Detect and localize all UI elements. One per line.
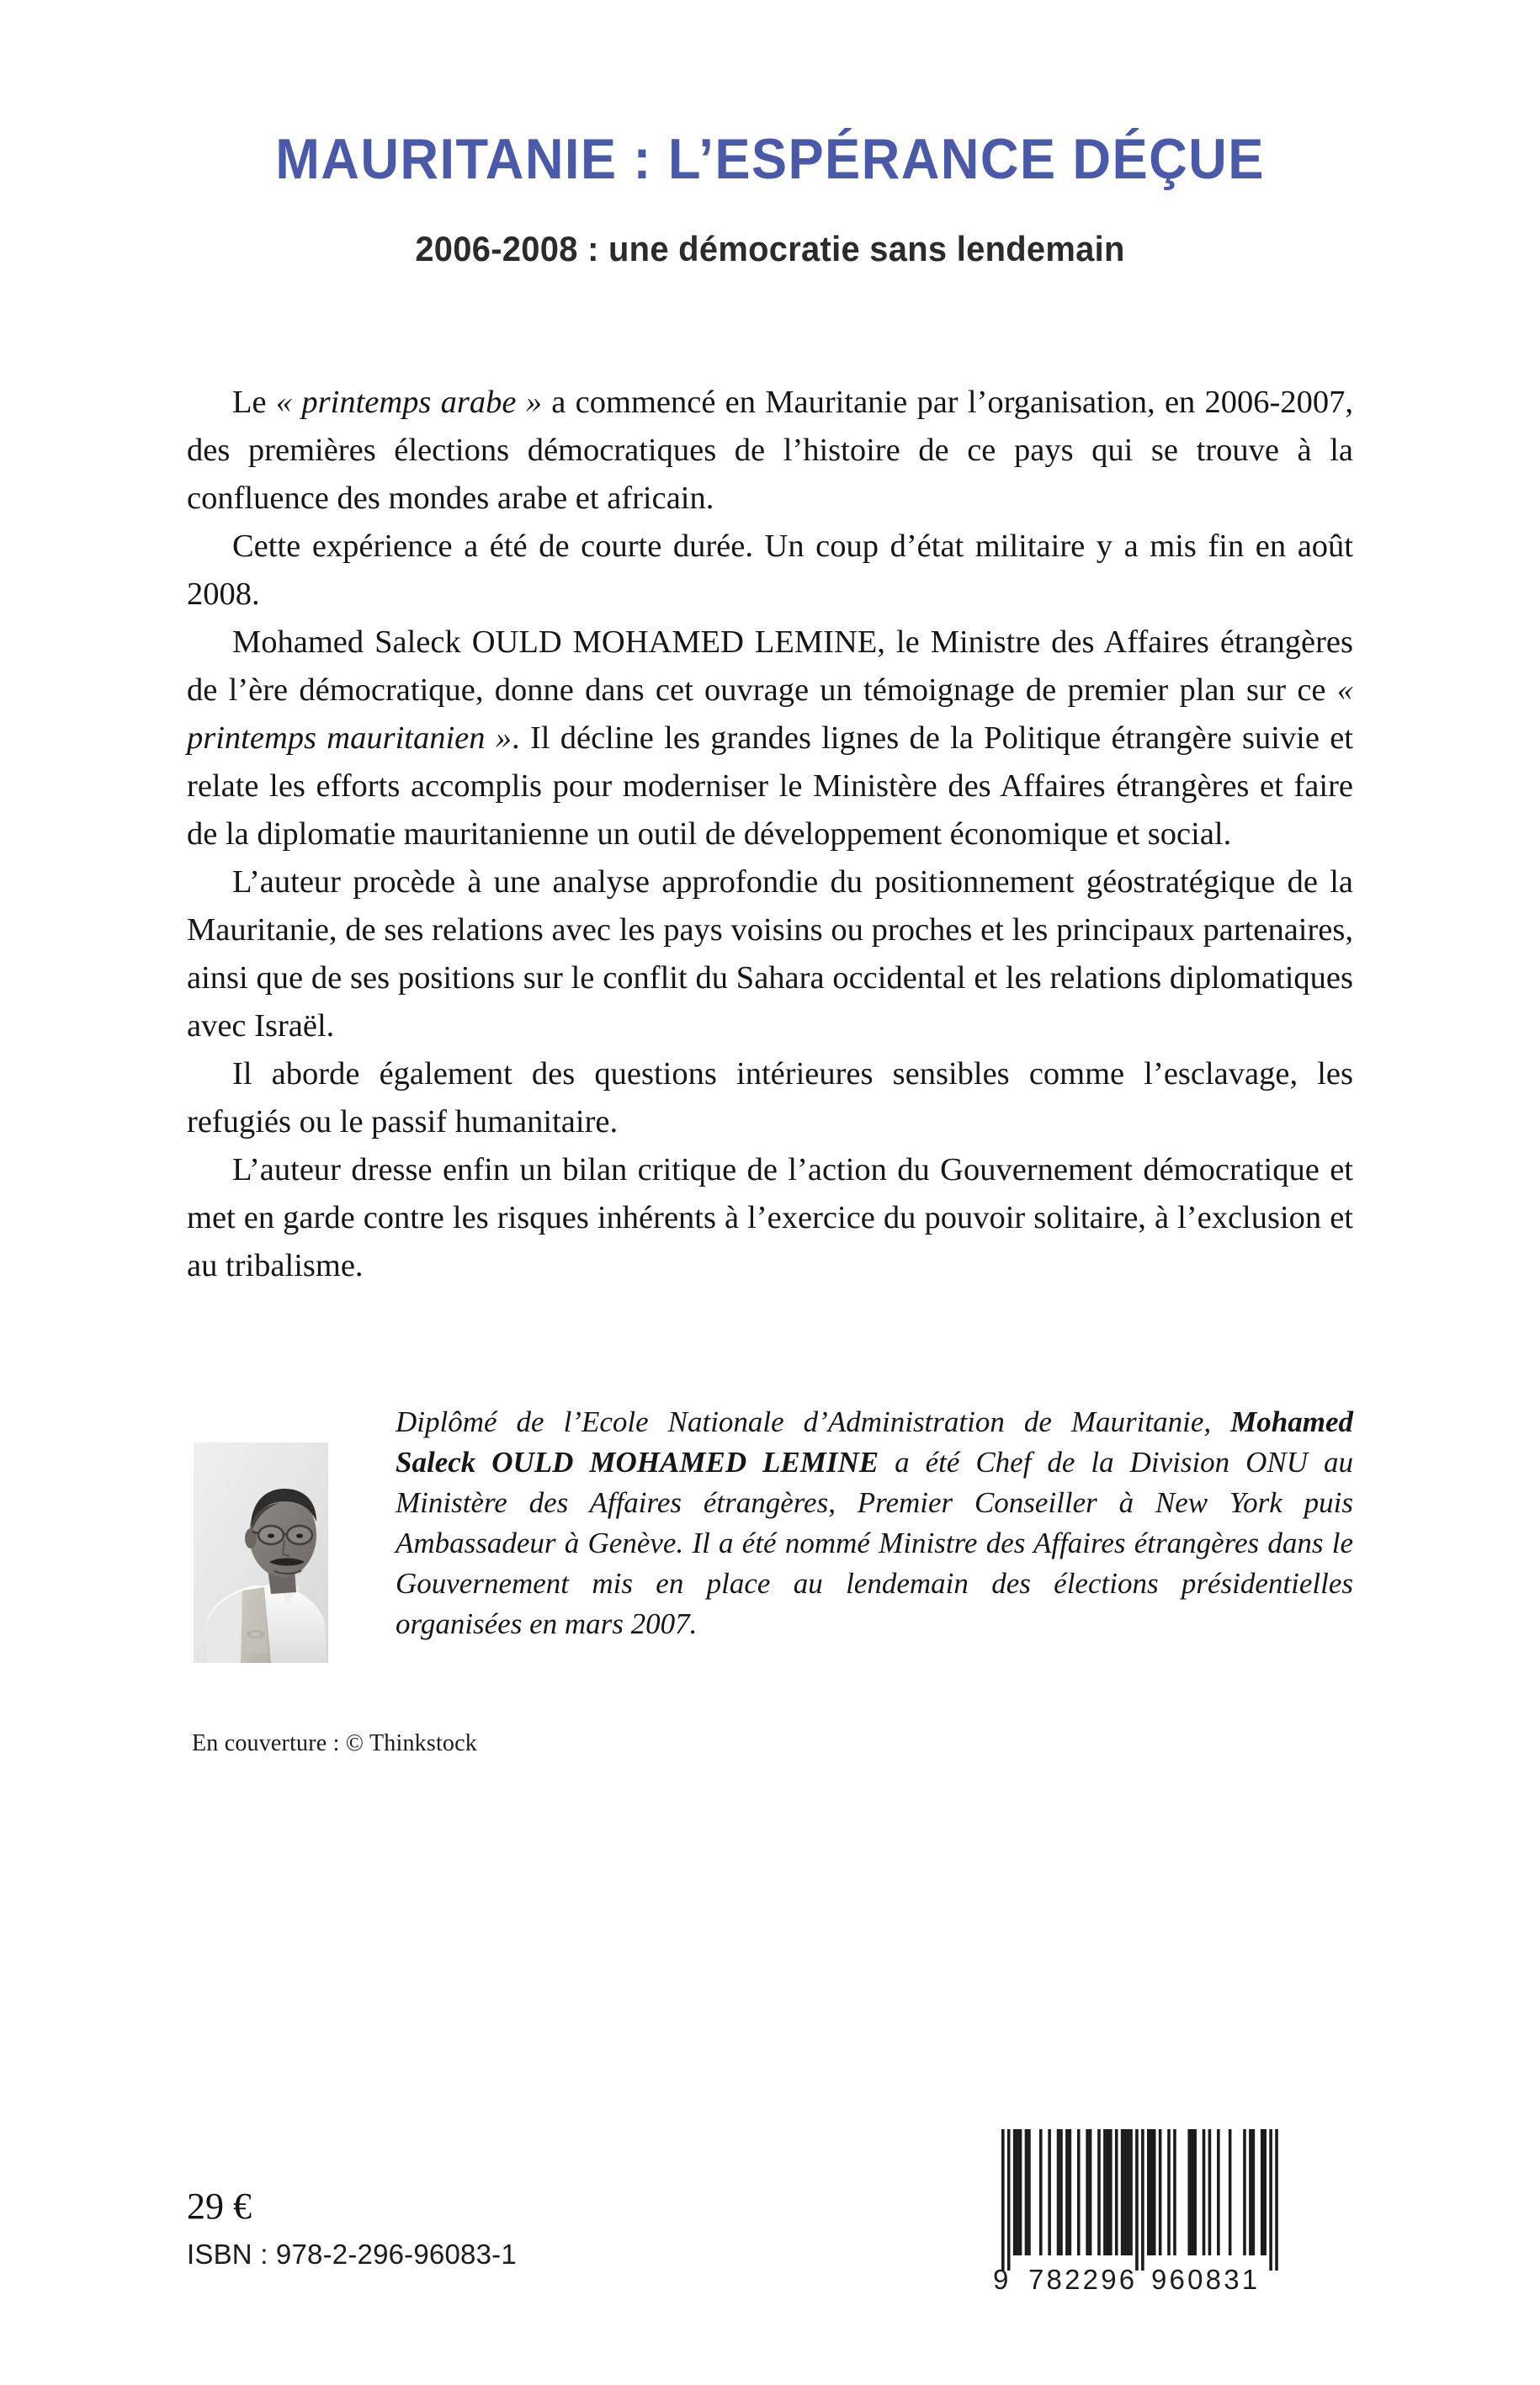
- author-photo: [194, 1442, 328, 1663]
- svg-text:782296: 782296: [1028, 2264, 1138, 2295]
- blurb-paragraph: L’auteur procède à une analyse approfondie du positionnement géostratégique de la Mauritanie, de ses relations avec les pays voisins ou proches et les principaux partenaires, ainsi que de ses positions sur le conflit du Sahara occidental et les relations diplomatiques avec Israël.: [187, 864, 1353, 1044]
- blurb-paragraph: Cette expérience a été de courte durée. Un coup d’état militaire y a mis fin en août 2008.: [187, 529, 1353, 612]
- author-bio-block: [187, 1402, 1353, 1644]
- svg-text:960831: 960831: [1151, 2264, 1261, 2295]
- ean13-barcode: [990, 2121, 1351, 2302]
- page-subtitle: 2006-2008 : une démocratie sans lendemain: [415, 229, 1125, 268]
- author-bio-text: Diplômé de l’Ecole Nationale d’Administration de Mauritanie, Mohamed Saleck OULD MOHAMED LEMINE a été Chef de la Division ONU au Ministère des Affaires étrangères, Premier Conseiller à New York puis Ambassadeur à Genève. Il a été nommé Ministre des Affaires étrangères dans le Gouvernement mis en place au lendemain des élections présidentielles organisées en mars 2007.: [396, 1405, 1354, 1640]
- svg-text:9: 9: [993, 2264, 1012, 2295]
- isbn-label: ISBN : 978-2-296-96083-1: [187, 2239, 517, 2270]
- blurb-paragraph: Le « printemps arabe » a commencé en Mauritanie par l’organisation, en 2006-2007, des premières élections démocratiques de l’histoire de ce pays qui se trouve à la confluence des mondes arabe et africain.: [187, 385, 1353, 516]
- blurb-paragraph: Mohamed Saleck OULD MOHAMED LEMINE, le Ministre des Affaires étrangères de l’ère démocratique, donne dans cet ouvrage un témoignage de premier plan sur ce « printemps mauritanien ». Il décline les grandes lignes de la Politique étrangère suivie et relate les efforts accomplis pour moderniser le Ministère des Affaires étrangères et faire de la diplomatie mauritanienne un outil de développement économique et social.: [187, 624, 1353, 852]
- blurb-body: [187, 379, 1353, 1290]
- blurb-paragraph: L’auteur dresse enfin un bilan critique de l’action du Gouvernement démocratique et met en garde contre les risques inhérents à l’exercice du pouvoir solitaire, à l’exclusion et au tribalisme.: [187, 1152, 1353, 1283]
- price-label: 29 €: [187, 2186, 252, 2227]
- blurb-paragraph: Il aborde également des questions intérieures sensibles comme l’esclavage, les refugiés ou le passif humanitaire.: [187, 1056, 1353, 1139]
- cover-credit: En couverture : © Thinkstock: [192, 1730, 477, 1756]
- page-title: MAURITANIE : L’ESPÉRANCE DÉÇUE: [275, 127, 1265, 191]
